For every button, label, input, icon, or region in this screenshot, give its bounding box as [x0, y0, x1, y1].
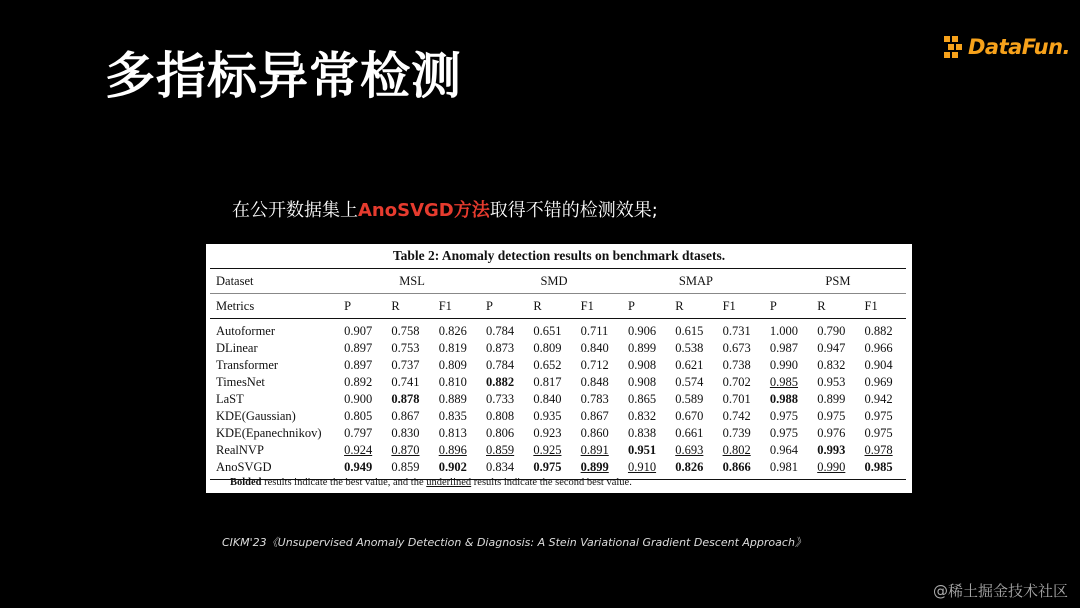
method-name: Transformer: [216, 358, 279, 372]
metric-header: F1: [433, 294, 480, 319]
metric-cell: 0.897: [344, 358, 373, 372]
metric-cell: 0.670: [675, 409, 704, 423]
metric-cell: 0.832: [817, 358, 846, 372]
metric-cell: 0.882: [486, 375, 515, 389]
metric-header: P: [480, 294, 527, 319]
metric-cell: 0.908: [627, 358, 657, 372]
metric-cell: 0.589: [675, 392, 704, 406]
metric-cell: 0.873: [486, 341, 515, 355]
method-name: AnoSVGD: [210, 459, 338, 480]
metric-cell: 0.711: [580, 324, 609, 338]
metric-cell: 0.975: [864, 409, 893, 423]
metric-cell: 0.731: [722, 324, 751, 338]
metric-cell: 0.790: [817, 324, 846, 338]
datafun-logo: [944, 32, 1070, 62]
table-row: [210, 319, 906, 341]
metric-cell: 0.978: [864, 443, 893, 457]
method-name: TimesNet: [216, 375, 265, 389]
dataset-msl: MSL: [338, 269, 480, 294]
metric-cell: 0.891: [580, 443, 609, 457]
metric-cell: 0.976: [817, 426, 846, 440]
metric-cell: 0.840: [580, 341, 609, 355]
metric-cell: 0.892: [344, 375, 373, 389]
metric-header: P: [764, 294, 811, 319]
metric-cell: 0.925: [533, 443, 562, 457]
datafun-logo-icon: [944, 36, 966, 58]
metric-cell: 0.867: [580, 409, 609, 423]
watermark: @稀土掘金技术社区: [932, 582, 1068, 600]
metric-cell: 0.966: [864, 341, 893, 355]
metric-cell: 0.805: [344, 409, 373, 423]
metric-header: R: [669, 294, 716, 319]
metric-cell: 0.753: [391, 341, 420, 355]
metric-cell: 0.826: [669, 459, 716, 480]
metric-cell: 0.835: [438, 409, 467, 423]
metric-cell: 0.907: [344, 324, 373, 338]
table-caption: Table 2: Anomaly detection results on benchmark dtasets.: [392, 248, 726, 263]
table-row: [210, 374, 906, 391]
metric-cell: 0.947: [817, 341, 846, 355]
metric-header: F1: [717, 294, 764, 319]
metric-cell: 0.975: [864, 426, 893, 440]
footnote-end: results indicate the second best value.: [471, 477, 632, 488]
metric-cell: 0.949: [338, 459, 385, 480]
table-row: [210, 357, 906, 374]
metric-cell: 0.673: [722, 341, 751, 355]
metric-cell: 0.742: [722, 409, 751, 423]
metric-header: R: [527, 294, 574, 319]
metric-cell: 0.693: [675, 443, 704, 457]
metric-cell: 0.900: [344, 392, 373, 406]
metric-cell: 0.838: [627, 426, 657, 440]
table-row: [210, 442, 906, 459]
dataset-smap: SMAP: [622, 269, 764, 294]
metric-cell: 0.574: [675, 375, 704, 389]
metric-header: P: [622, 294, 669, 319]
metric-cell: 0.878: [391, 392, 420, 406]
metric-cell: 0.739: [722, 426, 751, 440]
metric-cell: 0.809: [533, 341, 562, 355]
subtitle-pre: 在公开数据集上: [232, 200, 358, 221]
metric-cell: 0.652: [533, 358, 562, 372]
metric-header: R: [811, 294, 858, 319]
metric-cell: 0.985: [859, 459, 906, 480]
dataset-psm: PSM: [764, 269, 906, 294]
dataset-smd: SMD: [480, 269, 622, 294]
metric-cell: 0.538: [675, 341, 704, 355]
metric-cell: 0.969: [864, 375, 893, 389]
table-row: [210, 340, 906, 357]
metric-cell: 0.809: [438, 358, 467, 372]
metric-cell: 0.784: [486, 324, 515, 338]
slide-title: 多指标异常检测: [105, 47, 462, 105]
method-name: LaST: [216, 392, 244, 406]
results-table: [210, 268, 906, 480]
metric-cell: 0.906: [627, 324, 657, 338]
metric-cell: 0.866: [717, 459, 764, 480]
metric-cell: 0.830: [391, 426, 420, 440]
metrics-label: Metrics: [210, 294, 338, 319]
metric-cell: 0.987: [769, 341, 799, 355]
metric-cell: 0.738: [722, 358, 751, 372]
metric-cell: 0.802: [722, 443, 751, 457]
metric-cell: 0.783: [580, 392, 609, 406]
metric-cell: 0.661: [675, 426, 704, 440]
metric-cell: 1.000: [769, 324, 799, 338]
metric-cell: 0.889: [438, 392, 467, 406]
metric-cell: 0.758: [391, 324, 420, 338]
footnote-mid: results indicate the best value, and the: [261, 477, 427, 488]
metric-cell: 0.701: [722, 392, 751, 406]
metric-cell: 0.808: [486, 409, 515, 423]
metric-cell: 0.904: [864, 358, 893, 372]
metric-cell: 0.741: [391, 375, 420, 389]
metric-header: F1: [859, 294, 906, 319]
dataset-label: Dataset: [210, 269, 338, 294]
table-row: [210, 408, 906, 425]
metric-cell: 0.832: [627, 409, 657, 423]
metric-cell: 0.867: [391, 409, 420, 423]
metric-cell: 0.826: [438, 324, 467, 338]
method-name: DLinear: [216, 341, 258, 355]
footnote-bold: Bolded: [230, 477, 262, 488]
subtitle: [232, 196, 658, 222]
metric-cell: 0.813: [438, 426, 467, 440]
metric-cell: 0.935: [533, 409, 562, 423]
metric-cell: 0.733: [486, 392, 515, 406]
metric-cell: 0.819: [438, 341, 467, 355]
metric-cell: 0.834: [480, 459, 527, 480]
metric-cell: 0.923: [533, 426, 562, 440]
metric-cell: 0.712: [580, 358, 609, 372]
metric-cell: 0.797: [344, 426, 373, 440]
metric-cell: 0.899: [817, 392, 846, 406]
metric-cell: 0.924: [344, 443, 373, 457]
metric-cell: 0.840: [533, 392, 562, 406]
metric-cell: 0.975: [817, 409, 846, 423]
metric-cell: 0.615: [675, 324, 704, 338]
metric-cell: 0.865: [627, 392, 657, 406]
metric-cell: 0.702: [722, 375, 751, 389]
metric-cell: 0.806: [486, 426, 515, 440]
metric-cell: 0.859: [486, 443, 515, 457]
metric-cell: 0.964: [769, 443, 799, 457]
subtitle-highlight: AnoSVGD方法: [358, 200, 490, 221]
metric-cell: 0.848: [580, 375, 609, 389]
metric-cell: 0.985: [769, 375, 799, 389]
metric-cell: 0.896: [438, 443, 467, 457]
metric-cell: 0.897: [344, 341, 373, 355]
metric-cell: 0.990: [811, 459, 858, 480]
metric-cell: 0.953: [817, 375, 846, 389]
logo-text: DataFun.: [968, 35, 1071, 59]
citation: CIKM'23《Unsupervised Anomaly Detection & Diagnosis: A Stein Variational Gradient Descent Approach》: [222, 536, 806, 549]
metric-cell: 0.951: [627, 443, 657, 457]
metric-header: F1: [575, 294, 622, 319]
metric-cell: 0.942: [864, 392, 893, 406]
dataset-header-row: [210, 269, 906, 294]
metric-cell: 0.902: [433, 459, 480, 480]
footnote-underlined: underlined: [426, 477, 472, 488]
metric-header: R: [385, 294, 432, 319]
metrics-header-row: [210, 294, 906, 319]
metric-cell: 0.981: [764, 459, 811, 480]
metric-cell: 0.993: [817, 443, 846, 457]
table-row: [210, 425, 906, 442]
method-name: Autoformer: [216, 324, 276, 338]
subtitle-post: 取得不错的检测效果;: [489, 200, 658, 221]
metric-cell: 0.859: [385, 459, 432, 480]
metric-cell: 0.975: [527, 459, 574, 480]
metric-cell: 0.975: [769, 426, 799, 440]
metric-cell: 0.817: [533, 375, 562, 389]
method-name: KDE(Epanechnikov): [216, 426, 322, 440]
method-name: KDE(Gaussian): [216, 409, 296, 423]
metric-cell: 0.621: [675, 358, 704, 372]
metric-cell: 0.988: [769, 392, 799, 406]
table-footnote: [230, 477, 632, 488]
metric-cell: 0.860: [580, 426, 609, 440]
metric-cell: 0.784: [486, 358, 515, 372]
metric-cell: 0.910: [622, 459, 669, 480]
metric-cell: 0.908: [627, 375, 657, 389]
method-name: RealNVP: [216, 443, 264, 457]
metric-cell: 0.882: [864, 324, 893, 338]
metric-cell: 0.899: [575, 459, 622, 480]
metric-cell: 0.899: [627, 341, 657, 355]
metric-cell: 0.737: [391, 358, 420, 372]
metric-header: P: [338, 294, 385, 319]
metric-cell: 0.810: [438, 375, 467, 389]
metric-cell: 0.651: [533, 324, 562, 338]
table-row: [210, 391, 906, 408]
metric-cell: 0.975: [769, 409, 799, 423]
metric-cell: 0.870: [391, 443, 420, 457]
results-table-image: [206, 244, 912, 493]
metric-cell: 0.990: [769, 358, 799, 372]
